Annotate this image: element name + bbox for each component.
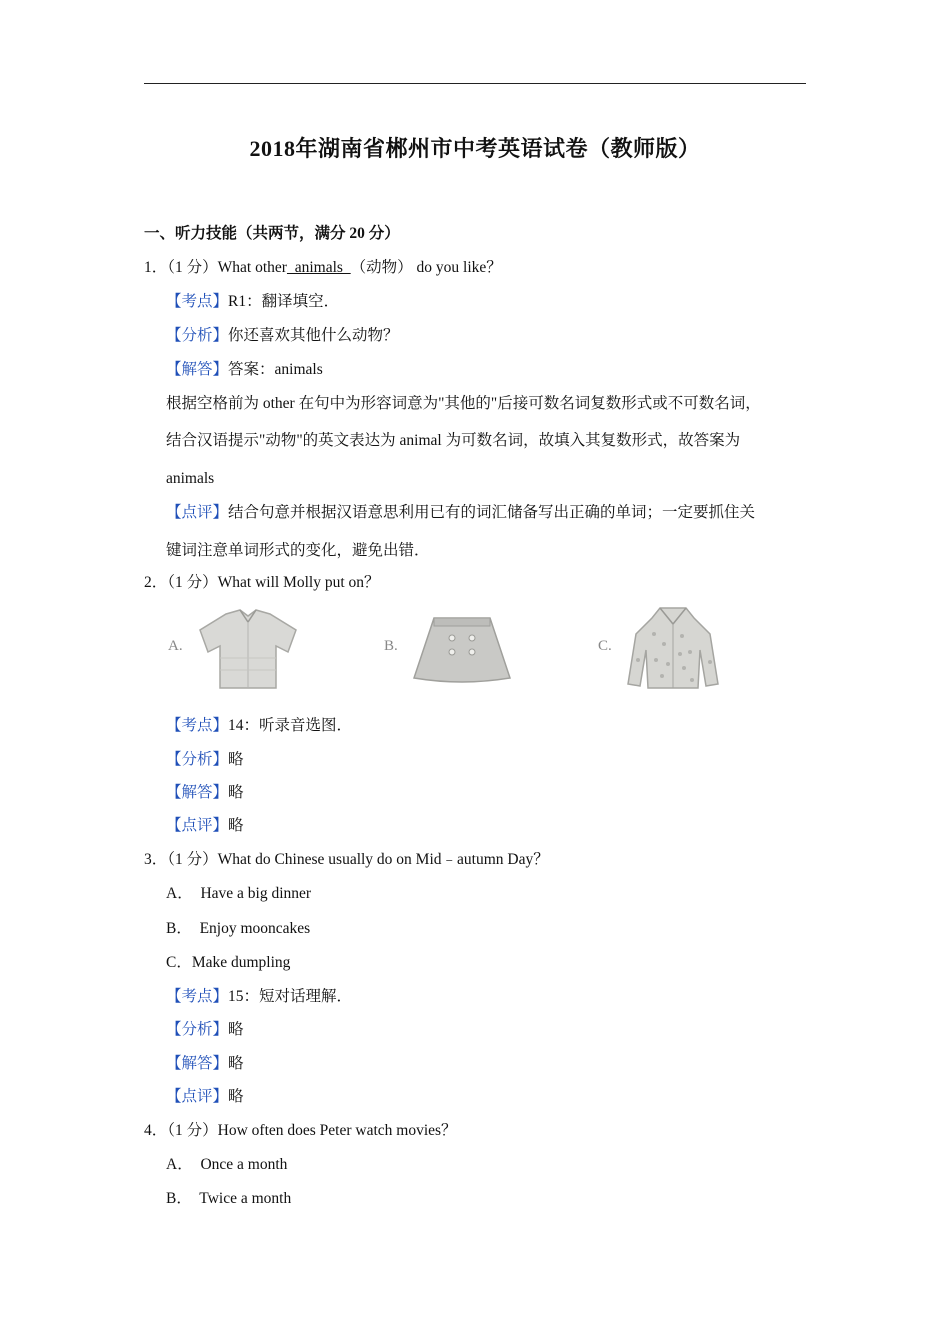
answer-blank: animals	[286, 259, 351, 276]
option-label-b: B.	[384, 638, 398, 654]
kaodian-text: 14：听录音选图．	[228, 717, 353, 734]
kaodian-text: 15：短对话理解．	[228, 988, 353, 1005]
dianping-tag: 【点评】	[166, 504, 229, 521]
dianping-text: 略	[228, 1088, 244, 1105]
dianping-tag: 【点评】	[166, 817, 229, 834]
question-number: 4．	[144, 1122, 168, 1139]
fenxi-row	[166, 750, 244, 770]
section-heading: 一、听力技能（共两节，满分 20 分）	[144, 225, 400, 242]
dianping-row	[166, 503, 755, 523]
fenxi-row	[166, 326, 399, 346]
fenxi-text: 略	[228, 751, 244, 768]
kaodian-text: R1：翻译填空．	[228, 293, 340, 310]
question-text: What will Molly put on？	[217, 574, 380, 591]
explanation-line: 根据空格前为 other 在句中为形容词意为"其他的"后接可数名词复数形式或不可数名词，	[166, 395, 761, 412]
option-b: B． Enjoy mooncakes	[166, 920, 311, 937]
dianping-row	[166, 816, 244, 836]
jieda-tag: 【解答】	[166, 1055, 229, 1072]
fenxi-tag: 【分析】	[166, 1021, 229, 1038]
jieda-text: 答案：animals	[228, 361, 323, 378]
jieda-row	[166, 1054, 244, 1074]
option-b: B． Twice a month	[166, 1190, 292, 1207]
option-label-a: A.	[168, 638, 183, 654]
document-title: 2018年湖南省郴州市中考英语试卷（教师版）	[249, 136, 701, 161]
jieda-row	[166, 360, 323, 380]
option-label-c: C.	[598, 638, 612, 654]
question-text: What other	[217, 259, 287, 276]
question-4	[144, 1121, 457, 1141]
dianping-row	[166, 1087, 244, 1107]
option-a: A． Have a big dinner	[166, 885, 312, 902]
question-number: 2．	[144, 574, 168, 591]
question-number: 3．	[144, 851, 168, 868]
header-rule	[144, 83, 806, 84]
question-1	[144, 258, 502, 278]
kaodian-row	[166, 292, 339, 312]
question-text: （动物） do you like？	[350, 259, 502, 276]
jieda-text: 略	[228, 784, 244, 801]
jieda-row	[166, 783, 244, 803]
explanation-line: animals	[166, 470, 215, 487]
option-a: A． Once a month	[166, 1156, 288, 1173]
question-2	[144, 573, 380, 593]
kaodian-row	[166, 987, 352, 1007]
jieda-tag: 【解答】	[166, 361, 229, 378]
question-score: （1 分）	[167, 259, 218, 276]
jieda-tag: 【解答】	[166, 784, 229, 801]
question-score: （1 分）	[167, 1122, 218, 1139]
explanation-line: 结合汉语提示"动物"的英文表达为 animal 为可数名词，故填入其复数形式，故答案为	[166, 432, 741, 449]
jacket-picture	[624, 604, 722, 690]
dianping-text: 略	[228, 817, 244, 834]
fenxi-row	[166, 1020, 244, 1040]
fenxi-tag: 【分析】	[166, 327, 229, 344]
fenxi-text: 你还喜欢其他什么动物？	[228, 327, 399, 344]
jieda-text: 略	[228, 1055, 244, 1072]
fenxi-text: 略	[228, 1021, 244, 1038]
shirt-picture	[196, 608, 300, 692]
kaodian-tag: 【考点】	[166, 293, 229, 310]
kaodian-tag: 【考点】	[166, 717, 229, 734]
question-3	[144, 850, 549, 870]
question-number: 1．	[144, 259, 168, 276]
kaodian-row	[166, 716, 352, 736]
dianping-text: 结合句意并根据汉语意思利用已有的词汇储备写出正确的单词；一定要抓住关	[228, 504, 756, 521]
fenxi-tag: 【分析】	[166, 751, 229, 768]
kaodian-tag: 【考点】	[166, 988, 229, 1005]
question-text: How often does Peter watch movies？	[217, 1122, 457, 1139]
dianping-tag: 【点评】	[166, 1088, 229, 1105]
question-score: （1 分）	[167, 574, 218, 591]
skirt-picture	[412, 614, 512, 684]
question-text: What do Chinese usually do on Mid﹣autumn Day？	[217, 851, 549, 868]
question-score: （1 分）	[167, 851, 218, 868]
option-c: C．Make dumpling	[166, 954, 291, 971]
dianping-line: 键词注意单词形式的变化，避免出错．	[166, 542, 430, 559]
